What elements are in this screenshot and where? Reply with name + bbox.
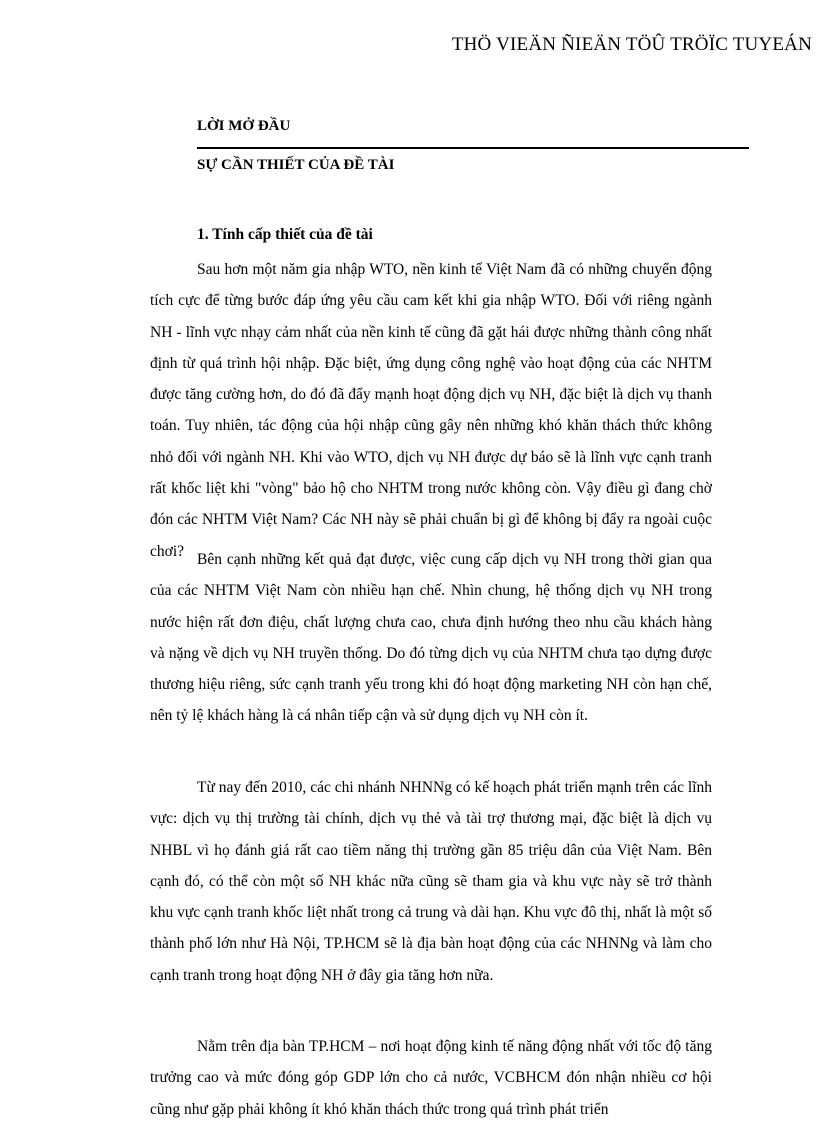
running-header: THÖ VIEÄN ÑIEÄN TÖÛ TRÖÏC TUYEÁN — [451, 34, 812, 55]
paragraph: Từ nay đến 2010, các chi nhánh NHNNg có kế hoạch phát triển mạnh trên các lĩnh vực: dịch vụ thị trường tài chính, dịch vụ thẻ và tài trợ thương mại, đặc biệt là dịch vụ NHBL vì họ đánh giá rất cao tiềm năng thị trường gần 85 triệu dân của Việt Nam. Bên cạnh đó, có thể còn một số NH khác nữa cũng sẽ tham gia và khu vực này sẽ trở thành khu vực cạnh tranh khốc liệt nhất trong cả trung và dài hạn. Khu vực đô thị, nhất là một số thành phố lớn như Hà Nội, TP.HCM sẽ là địa bàn hoạt động của các NHNNg và làm cho cạnh tranh trong hoạt động NH ở đây gia tăng hơn nữa. — [150, 779, 712, 984]
paragraph: Sau hơn một năm gia nhập WTO, nền kinh tế Việt Nam đã có những chuyển động tích cực để từng bước đáp ứng yêu cầu cam kết khi gia nhập WTO. Đối với riêng ngành NH - lĩnh vực nhạy cảm nhất của nền kinh tế cũng đã gặt hái được những thành công nhất định từ quá trình hội nhập. Đặc biệt, ứng dụng công nghệ vào hoạt động của các NHTM được tăng cường hơn, do đó đã đẩy mạnh hoạt động dịch vụ NH, đặc biệt là dịch vụ thanh toán. Tuy nhiên, tác động của hội nhập cũng gây nên những khó khăn thách thức không nhỏ đối với ngành NH. Khi vào WTO, dịch vụ NH được dự báo sẽ là lĩnh vực cạnh tranh rất khốc liệt khi "vòng" bảo hộ cho NHTM trong nước không còn. Vậy điều gì đang chờ đón các NHTM Việt Nam? Các NH này sẽ phải chuẩn bị gì để không bị đẩy ra ngoài cuộc chơi? — [150, 261, 712, 560]
paragraph: Nằm trên địa bàn TP.HCM – nơi hoạt động kinh tế năng động nhất với tốc độ tăng trưởng cao và mức đóng góp GDP lớn cho cả nước, VCBHCM đón nhận nhiều cơ hội cũng như gặp phải không ít khó khăn thách thức trong quá trình phát triển — [150, 1038, 712, 1118]
necessity-heading: SỰ CẦN THIẾT CỦA ĐỀ TÀI — [197, 157, 395, 173]
intro-heading: LỜI MỞ ĐẦU — [197, 118, 291, 134]
section-title: 1. Tính cấp thiết của đề tài — [197, 226, 373, 243]
paragraph: Bên cạnh những kết quả đạt được, việc cung cấp dịch vụ NH trong thời gian qua của các NHTM Việt Nam còn nhiều hạn chế. Nhìn chung, hệ thống dịch vụ NH trong nước hiện rất đơn điệu, chất lượng chưa cao, chưa định hướng theo nhu cầu khách hàng và nặng về dịch vụ NH truyền thống. Do đó từng dịch vụ của NHTM chưa tạo dựng được thương hiệu riêng, sức cạnh tranh yếu trong khi đó hoạt động marketing NH còn hạn chế, nên tỷ lệ khách hàng là cá nhân tiếp cận và sử dụng dịch vụ NH còn ít. — [150, 551, 712, 725]
heading-divider — [197, 147, 749, 149]
